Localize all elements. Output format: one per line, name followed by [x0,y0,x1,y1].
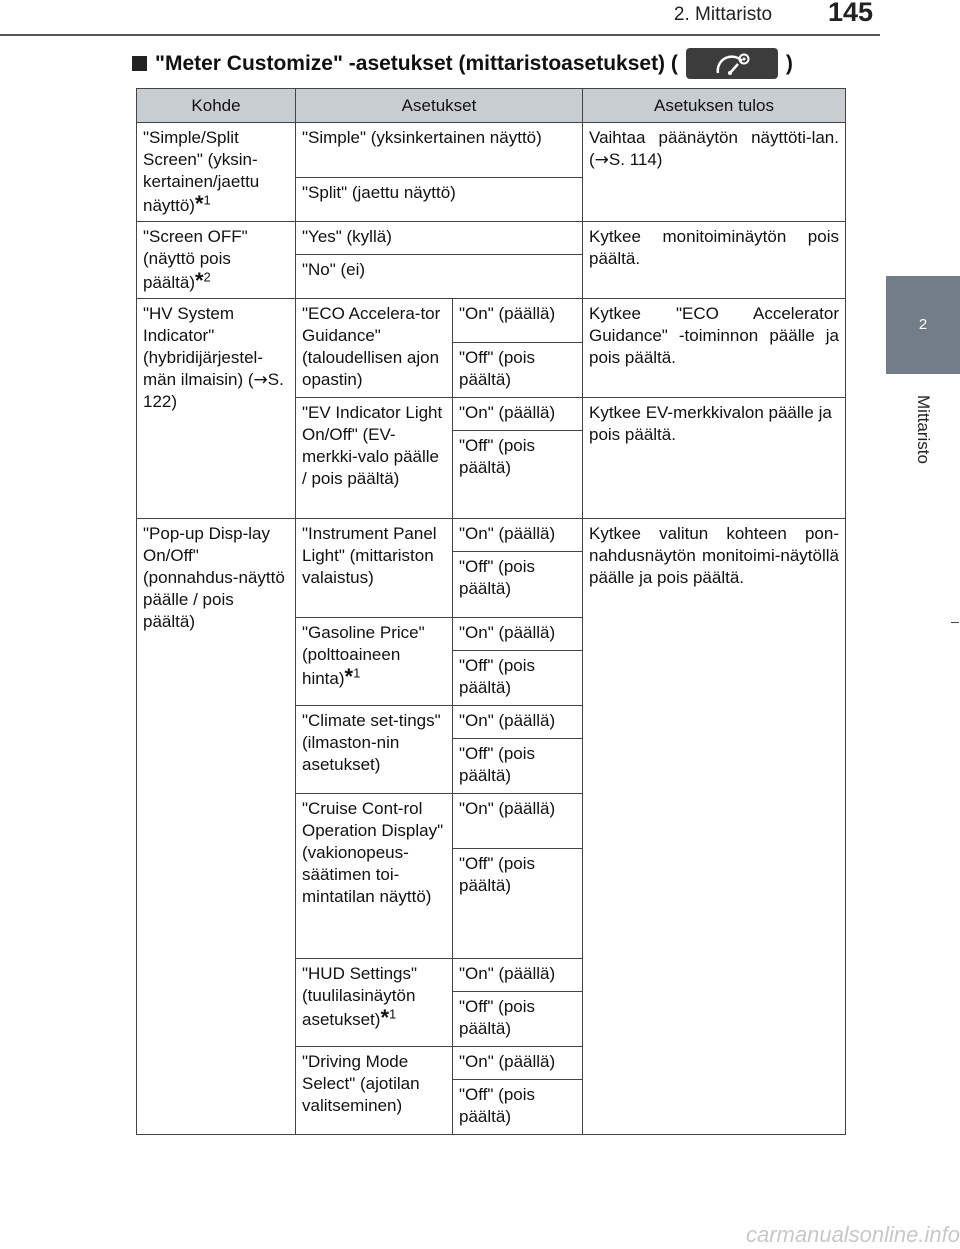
option-cell: "Off" (pois päältä) [453,992,583,1047]
result-cell: Kytkee EV-merkkivalon päälle ja pois päältä. [583,398,846,519]
column-header-kohde: Kohde [137,89,296,123]
option-cell: "On" (päällä) [453,959,583,992]
sub-item-cell: "EV Indicator Light On/Off" (EV-merkki-valo päälle / pois päältä) [296,398,453,519]
result-cell: Kytkee "ECO Accelerator Guidance" -toiminnon päälle ja pois päältä. [583,299,846,398]
chapter-title: 2. Mittaristo [673,4,773,25]
sub-item-cell: "Cruise Cont-rol Operation Display" (vakionopeus-säätimen toi-mintatilan näyttö) [296,794,453,959]
option-cell: "Off" (pois päältä) [453,552,583,618]
option-cell: "Split" (jaettu näyttö) [296,178,583,222]
table-header-row [137,89,846,123]
side-tick [951,622,959,623]
option-cell: "Off" (pois päältä) [453,343,583,398]
sub-item-cell: "HUD Settings" (tuulilasinäytön asetukset)*$^1$ [296,959,453,1047]
option-cell: "On" (päällä) [453,794,583,849]
option-cell: "Off" (pois päältä) [453,431,583,519]
table-row [137,222,846,255]
settings-table [136,88,846,1135]
chapter-tab-label [886,382,960,476]
sub-item-cell: "Driving Mode Select" (ajotilan valitseminen) [296,1047,453,1135]
sub-item-cell: "Gasoline Price" (polttoaineen hinta)*$^1$ [296,618,453,706]
section-title-close: ) [785,51,793,75]
result-cell: Vaihtaa päänäytön näyttöti-lan. (→S. 114) [583,123,846,222]
option-cell: "Off" (pois päältä) [453,1080,583,1135]
header-rule [0,34,880,36]
option-cell: "No" (ei) [296,255,583,299]
option-cell: "On" (päällä) [453,706,583,739]
option-cell: "Simple" (yksinkertainen näyttö) [296,123,583,178]
section-title [132,48,793,79]
sub-item-cell: "ECO Accelera-tor Guidance" (taloudellisen ajon opastin) [296,299,453,398]
option-cell: "On" (päällä) [453,1047,583,1080]
sub-item-cell: "Instrument Panel Light" (mittariston valaistus) [296,519,453,618]
watermark: carmanualsonline.info [745,1222,960,1247]
table-row [137,123,846,178]
section-title-text: "Meter Customize" -asetukset (mittaristoasetukset) ( [155,51,678,75]
sub-item-cell: "Climate set-tings" (ilmaston-nin asetukset) [296,706,453,794]
item-cell: "Screen OFF" (näyttö pois päältä)*$^2$ [137,222,296,299]
result-cell: Kytkee monitoiminäytön pois päältä. [583,222,846,299]
item-cell: "Pop-up Disp-lay On/Off" (ponnahdus-näyttö päälle / pois päältä) [137,519,296,1135]
option-cell: "Off" (pois päältä) [453,739,583,794]
option-cell: "On" (päällä) [453,299,583,343]
page-number: 145 [828,0,874,27]
table-row [137,519,846,552]
chapter-tab-text: Mittaristo [914,394,933,464]
option-cell: "On" (päällä) [453,618,583,651]
option-cell: "Off" (pois päältä) [453,849,583,959]
column-header-tulos: Asetuksen tulos [583,89,846,123]
item-cell: "HV System Indicator" (hybridijärjestel-män ilmaisin) (→S. 122) [137,299,296,519]
option-cell: "On" (päällä) [453,519,583,552]
chapter-tab-number[interactable]: 2 [886,276,960,374]
square-bullet-icon [132,56,147,71]
option-cell: "On" (päällä) [453,398,583,431]
column-header-asetukset: Asetukset [296,89,583,123]
result-cell: Kytkee valitun kohteen pon-nahdusnäytön monitoimi-näytöllä päälle ja pois päältä. [583,519,846,1135]
option-cell: "Off" (pois päältä) [453,651,583,706]
table-row [137,299,846,343]
option-cell: "Yes" (kyllä) [296,222,583,255]
item-cell: "Simple/Split Screen" (yksin-kertainen/jaettu näyttö)*$^1$ [137,123,296,222]
meter-settings-icon [686,48,778,79]
